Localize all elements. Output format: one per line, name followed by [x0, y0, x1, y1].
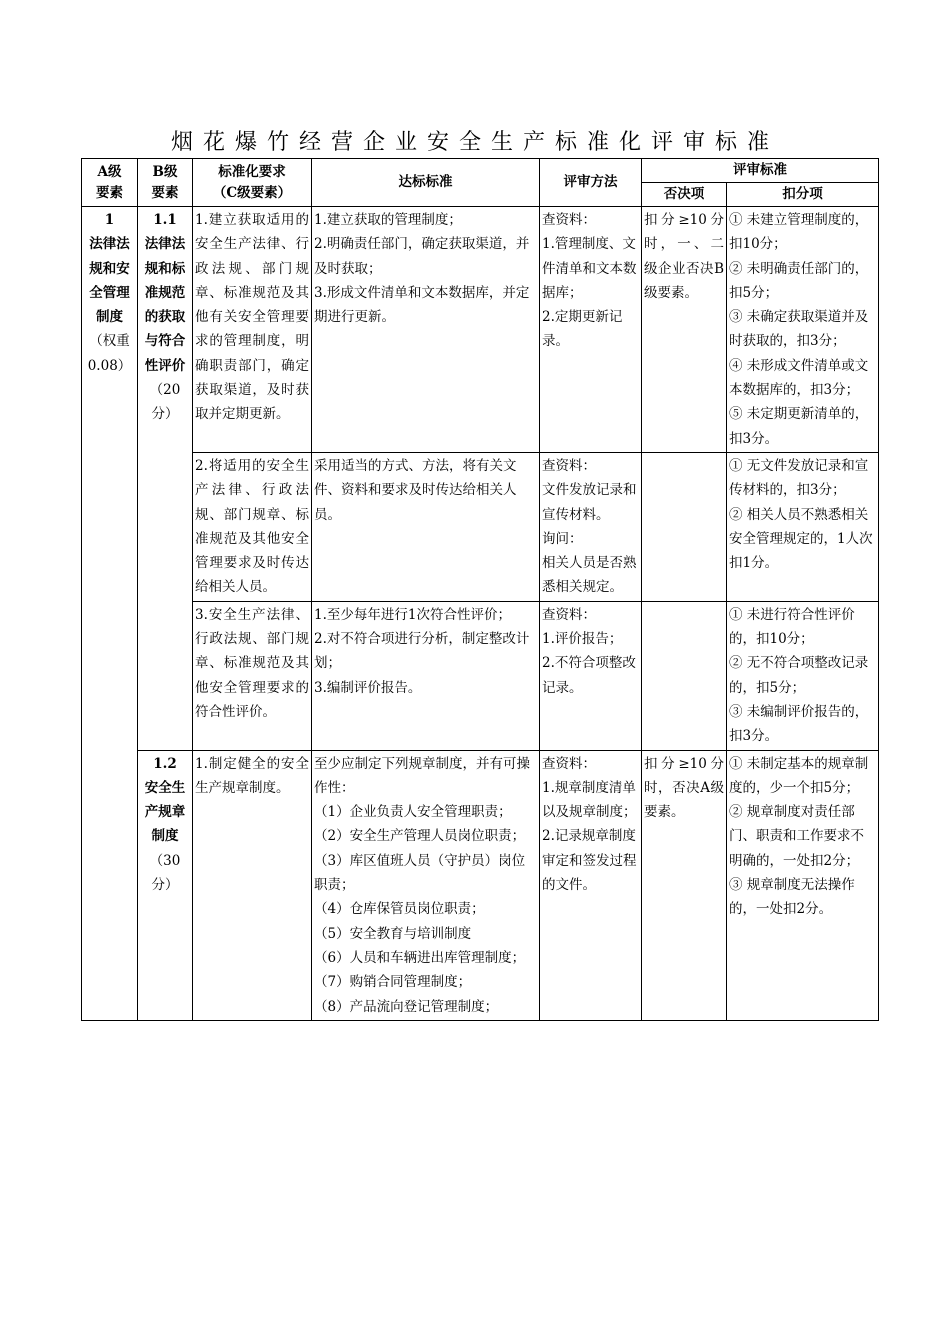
b-element-score: （30分）	[149, 852, 181, 894]
header-c-level: 标准化要求 （C级要素）	[193, 159, 312, 207]
requirement-cell: 2.将适用的安全生产法律、行政法规、部门规章、标准规范及其他安全管理要求及时传达给相关人员。	[193, 452, 312, 601]
b-element-num: 1.2	[153, 755, 177, 772]
method-cell: 查资料： 1.规章制度清单以及规章制度； 2.记录规章制度审定和签发过程的文件。	[540, 750, 642, 1020]
b-element-name: 法律法规和标准规范的获取与符合性评价	[144, 236, 186, 374]
a-element-name: 法律法规和安全管理制度	[89, 236, 130, 326]
header-row	[82, 159, 879, 183]
method-cell: 查资料： 1.评价报告； 2.不符合项整改记录。	[540, 601, 642, 750]
b-element-cell	[138, 750, 193, 1020]
standard-cell: 至少应制定下列规章制度，并有可操作性： （1）企业负责人安全管理职责； （2）安全生产管理人员岗位职责； （3）库区值班人员（守护员）岗位职责； （4）仓库保管员岗位职责； （5）安全教育与培训制度 （6）人员和车辆进出库管理制度； （7）购销合同管理制度； （8）产品流向登记管理制度；	[312, 750, 540, 1020]
table-row	[82, 207, 879, 453]
header-b-level: B级 要素	[138, 159, 193, 207]
requirement-cell: 3.安全生产法律、行政法规、部门规章、标准规范及其他安全管理要求的符合性评价。	[193, 601, 312, 750]
table-row	[82, 750, 879, 1020]
header-standard: 达标标准	[312, 159, 540, 207]
a-element-num: 1	[104, 212, 115, 228]
standard-cell: 1.建立获取的管理制度； 2.明确责任部门，确定获取渠道，并及时获取； 3.形成文件清单和文本数据库，并定期进行更新。	[312, 207, 540, 453]
header-method: 评审方法	[540, 159, 642, 207]
standard-cell: 1.至少每年进行1次符合性评价； 2.对不符合项进行分析，制定整改计划； 3.编制评价报告。	[312, 601, 540, 750]
standard-cell: 采用适当的方式、方法，将有关文件、资料和要求及时传达给相关人员。	[312, 452, 540, 601]
header-veto: 否决项	[642, 183, 727, 207]
method-cell: 查资料： 文件发放记录和宣传材料。 询问： 相关人员是否熟悉相关规定。	[540, 452, 642, 601]
veto-cell: 扣分≥10分时，一、二级企业否决B级要素。	[642, 207, 727, 453]
b-element-name: 安全生产规章制度	[144, 779, 186, 845]
requirement-cell: 1.建立获取适用的安全生产法律、行政法规、部门规章、标准规范及其他有关安全管理要求的管理制度，明确职责部门，确定获取渠道，及时获取并定期更新。	[193, 207, 312, 453]
veto-cell	[642, 601, 727, 750]
veto-cell: 扣分≥10分时，否决A级要素。	[642, 750, 727, 1020]
table-row	[82, 452, 879, 601]
a-element-weight: （权重0.08）	[87, 333, 132, 374]
requirement-cell: 1.制定健全的安全生产规章制度。	[193, 750, 312, 1020]
deduct-cell: ① 未制定基本的规章制度的，少一个扣5分； ② 规章制度对责任部门、职责和工作要求不明确的，一处扣2分； ③ 规章制度无法操作的，一处扣2分。	[727, 750, 879, 1020]
b-element-cell	[138, 207, 193, 751]
table-row	[82, 601, 879, 750]
b-element-score: （20分）	[149, 382, 181, 423]
page-title: 烟花爆竹经营企业安全生产标准化评审标准	[170, 130, 779, 155]
header-review: 评审标准	[642, 159, 879, 183]
method-cell: 查资料： 1.管理制度、文件清单和文本数据库； 2.定期更新记录。	[540, 207, 642, 453]
a-element-cell	[82, 207, 138, 1021]
deduct-cell: ① 无文件发放记录和宣传材料的，扣3分； ② 相关人员不熟悉相关安全管理规定的，1人次扣1分。	[727, 452, 879, 601]
header-deduct: 扣分项	[727, 183, 879, 207]
deduct-cell: ① 未进行符合性评价的，扣10分； ② 无不符合项整改记录的，扣5分； ③ 未编制评价报告的，扣3分。	[727, 601, 879, 750]
header-a-level: A级 要素	[82, 159, 138, 207]
veto-cell	[642, 452, 727, 601]
deduct-cell: ① 未建立管理制度的，扣10分； ② 未明确责任部门的，扣5分； ③ 未确定获取渠道并及时获取的，扣3分； ④ 未形成文件清单或文本数据库的，扣3分； ⑤ 未定期更新清单的，扣3分。	[727, 207, 879, 453]
review-standard-table	[81, 158, 879, 1021]
b-element-num: 1.1	[153, 212, 177, 228]
